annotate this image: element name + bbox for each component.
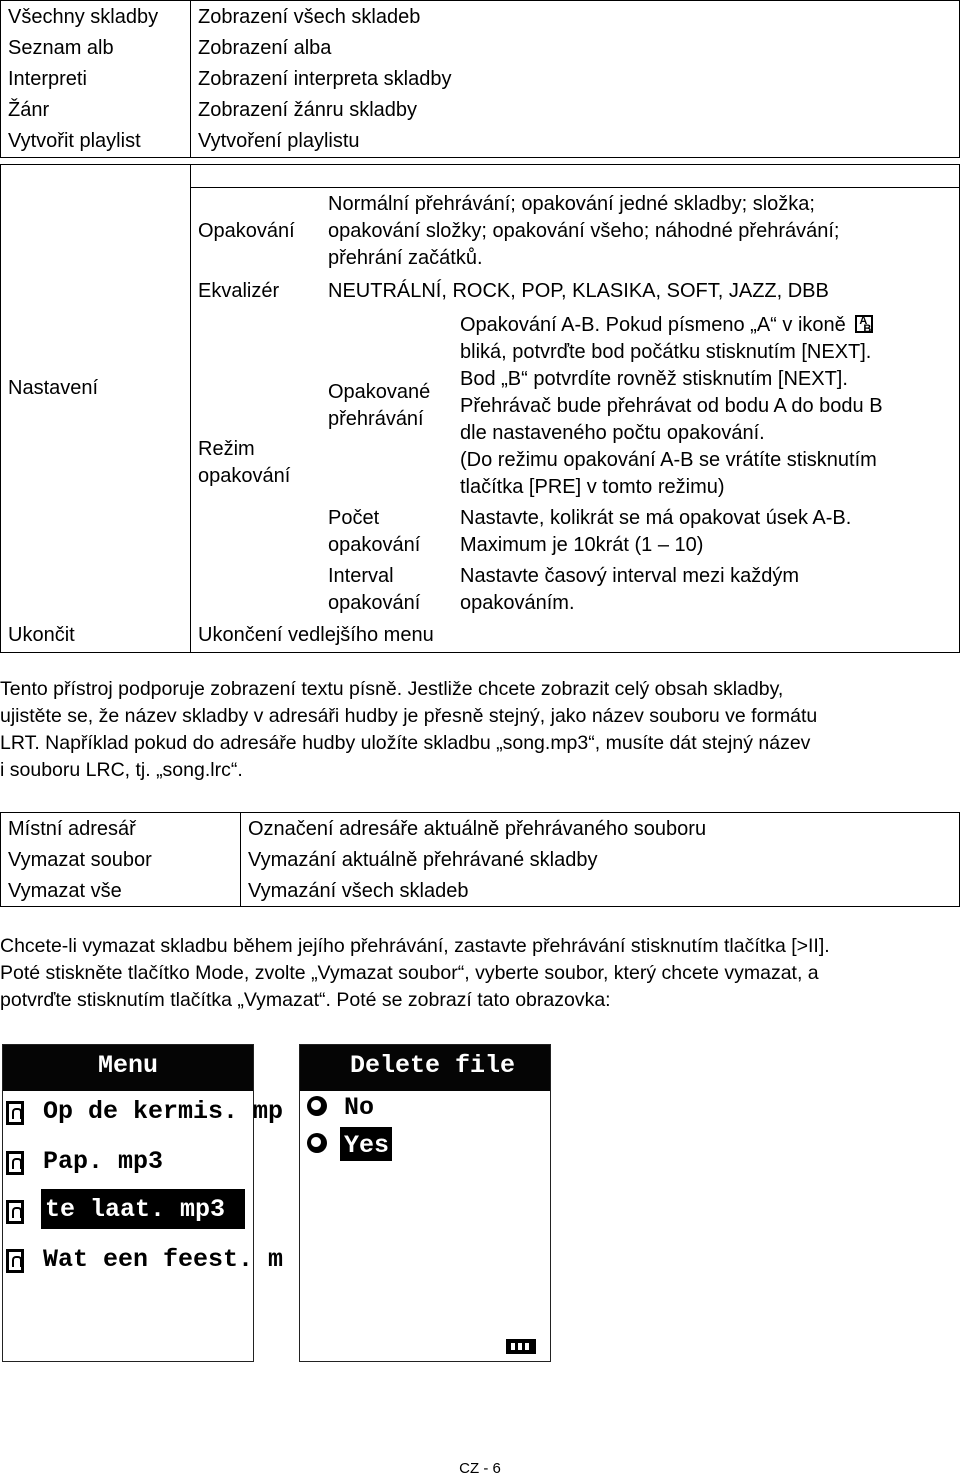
file-item[interactable]: Wat een feest. m	[43, 1245, 284, 1274]
repeat-interval-desc: opakováním.	[460, 592, 575, 614]
settings-label: Nastavení	[8, 377, 99, 399]
paragraph-line: Chcete-li vymazat skladbu během jejího přehrávání, zastavte přehrávání stisknutím tlačítka [>II].	[0, 935, 830, 957]
file-icon	[6, 1101, 24, 1125]
table-row-term: Interpreti	[8, 68, 87, 90]
table-row-desc: Zobrazení všech skladeb	[198, 6, 421, 28]
repeat-count-desc: Nastavte, kolikrát se má opakovat úsek A-B.	[460, 507, 852, 529]
table-row-term: Seznam alb	[8, 37, 114, 59]
repeat-mode-label: Režim	[198, 438, 255, 460]
paragraph-line: LRT. Například pokud do adresáře hudby uložíte skladbu „song.mp3“, musíte dát stejný název	[0, 732, 811, 754]
repeat-interval-label: Interval	[328, 565, 394, 587]
menu-title: Menu	[98, 1051, 159, 1080]
ab-repeat-label: Opakované	[328, 381, 431, 403]
delete-title: Delete file	[350, 1051, 516, 1080]
repeat-label: Opakování	[198, 220, 295, 242]
battery-icon	[506, 1339, 536, 1354]
paragraph-line: Poté stiskněte tlačítko Mode, zvolte „Vymazat soubor“, vyberte soubor, který chcete vymazat, a	[0, 962, 819, 984]
table-row-desc: Vytvoření playlistu	[198, 130, 360, 152]
ab-repeat-desc-line: Bod „B“ potvrdíte rovněž stisknutím [NEXT].	[460, 368, 848, 390]
ab-repeat-label: přehrávání	[328, 408, 424, 430]
page-number: CZ - 6	[459, 1460, 501, 1477]
file-icon	[6, 1151, 24, 1175]
ab-repeat-desc-line: (Do režimu opakování A-B se vrátíte stisknutím	[460, 449, 877, 471]
repeat-interval-label: opakování	[328, 592, 421, 614]
menu-title-bar	[3, 1045, 253, 1091]
repeat-desc-line: přehrání začátků.	[328, 247, 483, 269]
repeat-mode-label: opakování	[198, 465, 291, 487]
file-icon	[6, 1200, 24, 1224]
repeat-interval-desc: Nastavte časový interval mezi každým	[460, 565, 800, 587]
equalizer-label: Ekvalizér	[198, 280, 280, 302]
table-row-term: Vymazat vše	[8, 880, 122, 902]
table-row-term: Vytvořit playlist	[8, 130, 141, 152]
paragraph-line: i souboru LRC, tj. „song.lrc“.	[0, 759, 243, 781]
device-screen-delete	[299, 1044, 551, 1362]
radio-icon	[307, 1096, 327, 1116]
repeat-count-desc: Maximum je 10krát (1 – 10)	[460, 534, 704, 556]
table-row-desc: Označení adresáře aktuálně přehrávaného souboru	[248, 818, 707, 840]
ab-repeat-desc-line: Přehrávač bude přehrávat od bodu A do bodu B	[460, 395, 883, 417]
repeat-count-label: opakování	[328, 534, 421, 556]
table-row-term: Všechny skladby	[8, 6, 159, 28]
file-item-selected[interactable]: te laat. mp3	[45, 1195, 226, 1224]
file-item[interactable]: Pap. mp3	[43, 1147, 164, 1176]
table-row-desc: Vymazání všech skladeb	[248, 880, 469, 902]
table-row-desc: Zobrazení žánru skladby	[198, 99, 418, 121]
file-icon	[6, 1249, 24, 1273]
option-yes-selected[interactable]: Yes	[344, 1131, 390, 1160]
delete-title-bar	[300, 1045, 550, 1091]
exit-label: Ukončit	[8, 624, 75, 646]
paragraph-line: ujistěte se, že název skladby v adresáři hudby je přesně stejný, jako název souboru ve formátu	[0, 705, 818, 727]
table-row-term: Žánr	[8, 99, 50, 121]
table-row-term: Místní adresář	[8, 818, 136, 840]
table-row-term: Vymazat soubor	[8, 849, 152, 871]
device-screen-menu	[2, 1044, 284, 1362]
ab-repeat-desc-line: bliká, potvrďte bod počátku stisknutím [NEXT].	[460, 341, 872, 363]
file-item[interactable]: Op de kermis. mp	[43, 1097, 284, 1126]
repeat-desc-line: opakování složky; opakování všeho; náhodné přehrávání;	[328, 220, 840, 242]
ab-repeat-desc-line: Opakování A-B. Pokud písmeno „A“ v ikoně A B	[460, 312, 873, 339]
repeat-desc-line: Normální přehrávání; opakování jedné skladby; složka;	[328, 193, 815, 215]
table-row-desc: Vymazání aktuálně přehrávané skladby	[248, 849, 598, 871]
ab-repeat-desc-line: dle nastaveného počtu opakování.	[460, 422, 765, 444]
ab-repeat-desc-line: tlačítka [PRE] v tomto režimu)	[460, 476, 725, 498]
table-row-desc: Zobrazení alba	[198, 37, 332, 59]
ab-repeat-icon: A B	[855, 315, 873, 333]
equalizer-desc: NEUTRÁLNÍ, ROCK, POP, KLASIKA, SOFT, JAZZ, DBB	[328, 280, 829, 302]
option-no[interactable]: No	[344, 1093, 375, 1122]
paragraph-line: Tento přístroj podporuje zobrazení textu písně. Jestliže chcete zobrazit celý obsah skladby,	[0, 678, 784, 700]
table-row-desc: Zobrazení interpreta skladby	[198, 68, 452, 90]
paragraph-line: potvrďte stisknutím tlačítka „Vymazat“. Poté se zobrazí tato obrazovka:	[0, 989, 611, 1011]
repeat-count-label: Počet	[328, 507, 380, 529]
radio-icon	[307, 1133, 327, 1153]
exit-desc: Ukončení vedlejšího menu	[198, 624, 434, 646]
